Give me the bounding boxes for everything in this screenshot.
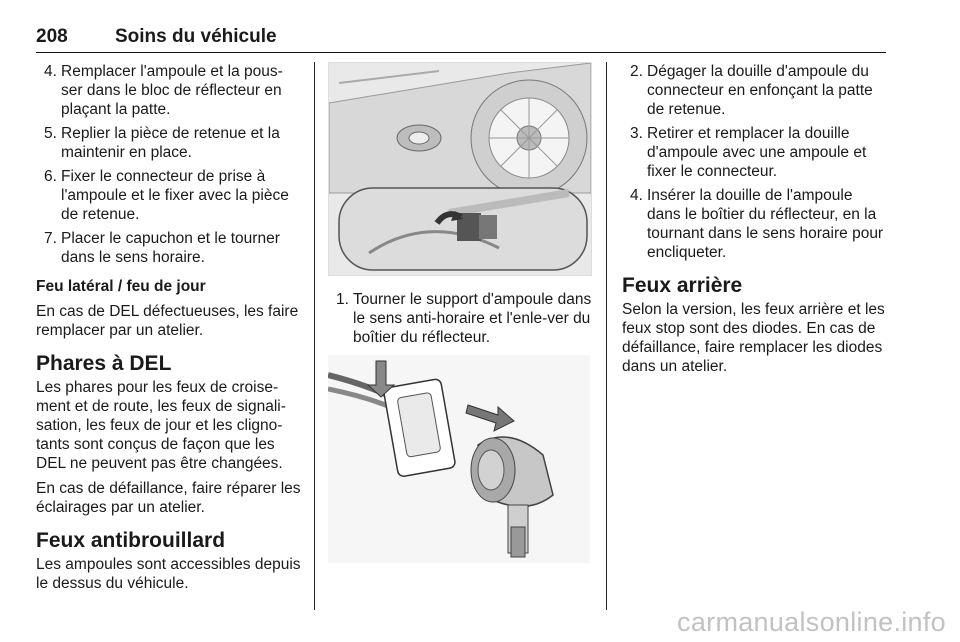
fog-light-illustration bbox=[328, 62, 592, 276]
step-number: 2. bbox=[630, 63, 643, 80]
page-title: Soins du véhicule bbox=[115, 26, 277, 47]
step-item bbox=[36, 167, 304, 224]
step-list bbox=[36, 62, 304, 267]
step-item bbox=[328, 290, 592, 347]
column-right bbox=[622, 62, 888, 382]
step-item bbox=[36, 124, 304, 162]
heading-fog-lights: Feux antibrouillard bbox=[36, 529, 226, 552]
paragraph-led-2: En cas de défaillance, faire réparer les éclairages par un atelier. bbox=[36, 480, 301, 516]
step-number: 3. bbox=[630, 125, 643, 142]
step-item bbox=[622, 186, 888, 262]
step-text: Fixer le connecteur de prise à l'ampoule et le fixer avec la pièce de retenue. bbox=[61, 168, 289, 223]
fog-light-drawing bbox=[329, 63, 591, 275]
step-text: Retirer et remplacer la douille d'ampoule avec une ampoule et fixer le connecteur. bbox=[647, 125, 867, 180]
step-number: 7. bbox=[44, 230, 57, 247]
step-text: Dégager la douille d'ampoule du connecteur en enfonçant la patte de retenue. bbox=[647, 63, 873, 118]
column-middle bbox=[328, 62, 592, 563]
column-divider-right bbox=[606, 62, 607, 610]
page-header bbox=[36, 26, 886, 53]
paragraph-rear-lights: Selon la version, les feux arrière et les feux stop sont des diodes. En cas de défaillance, faire remplacer les diodes dans un atelier. bbox=[622, 301, 885, 375]
step-list bbox=[622, 62, 888, 262]
step-item bbox=[622, 62, 888, 119]
step-text: Insérer la douille de l'ampoule dans le boîtier du réflecteur, en la tournant dans le sens horaire pour encliqueter. bbox=[647, 187, 884, 261]
paragraph-led-1: Les phares pour les feux de croise-ment et de route, les feux de signali-sation, les feux de jour et les cligno-tants sont conçus de façon que les DEL ne peuvent pas être changées. bbox=[36, 379, 286, 472]
step-text: Placer le capuchon et le tourner dans le sens horaire. bbox=[61, 230, 280, 266]
heading-rear-lights: Feux arrière bbox=[622, 274, 743, 297]
step-number: 4. bbox=[44, 63, 57, 80]
step-number: 4. bbox=[630, 187, 643, 204]
step-number: 1. bbox=[336, 291, 349, 308]
page-number: 208 bbox=[36, 26, 68, 47]
step-number: 5. bbox=[44, 125, 57, 142]
step-text: Replier la pièce de retenue et la maintenir en place. bbox=[61, 125, 280, 161]
paragraph-fog: Les ampoules sont accessibles depuis le dessus du véhicule. bbox=[36, 556, 301, 592]
watermark-text: carmanualsonline.info bbox=[677, 607, 946, 637]
step-item bbox=[36, 62, 304, 119]
bulb-socket-illustration bbox=[328, 355, 590, 563]
step-text: Tourner le support d'ampoule dans le sens anti-horaire et l'enle-ver du boîtier du réflecteur. bbox=[353, 291, 592, 346]
step-number: 6. bbox=[44, 168, 57, 185]
bulb-socket-drawing bbox=[328, 355, 590, 563]
column-divider-left bbox=[314, 62, 315, 610]
column-left bbox=[36, 62, 304, 599]
heading-led-headlights: Phares à DEL bbox=[36, 352, 172, 375]
heading-side-light: Feu latéral / feu de jour bbox=[36, 278, 206, 295]
step-text: Remplacer l'ampoule et la pous-ser dans le bloc de réflecteur en plaçant la patte. bbox=[61, 63, 283, 118]
paragraph-side-light: En cas de DEL défectueuses, les faire remplacer par un atelier. bbox=[36, 303, 299, 339]
step-list bbox=[328, 290, 592, 347]
step-item bbox=[622, 124, 888, 181]
step-item bbox=[36, 229, 304, 267]
